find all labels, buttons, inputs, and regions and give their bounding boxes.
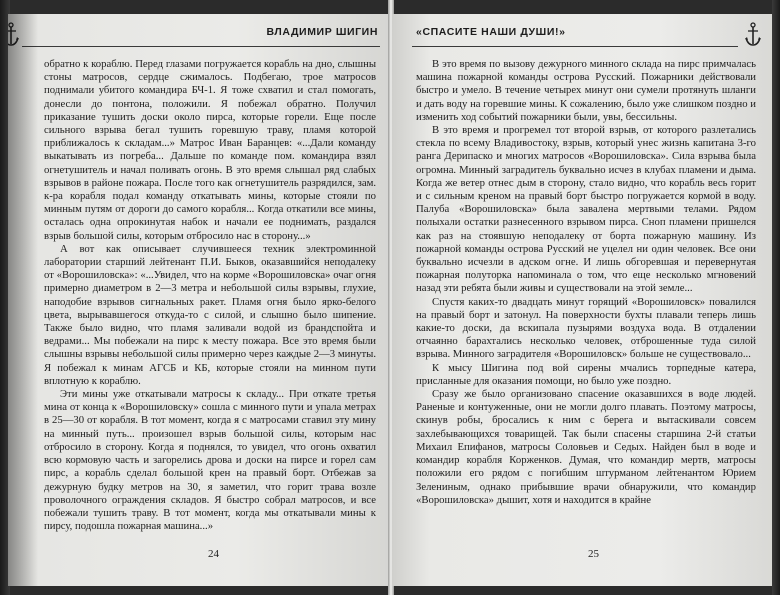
anchor-icon bbox=[744, 22, 762, 48]
right-paragraph: В это время по вызову дежурного минного склада на пирс примчалась машина пожарной команды острова Русский. Пожарники действовали быстро и умело. В течение четырех минут они сумели протянуть шланги и дать воду на горевшие мины. К сожалению, было уже слишком поздно и изменить ход событий пожарники были, увы, бессильны. bbox=[416, 58, 756, 123]
right-header-rule bbox=[412, 46, 738, 47]
right-paragraph: Спустя каких-то двадцать минут горящий «Ворошиловск» повалился на правый борт и затонул. На поверхности бухты плавали теперь лишь какие-то доски, да вскипала пузырями воздуха вода. В отдалении отчаянно барахтались несколько человек, отброшенные туда силой взрыва. Минного заградителя «Ворошиловск» больше не существовало... bbox=[416, 295, 756, 361]
right-paragraph: В это время и прогремел тот второй взрыв, от которого разлетались стекла по всему Владивостоку, взрыв, который унес жизнь капитана 3-го ранга Дерипаско и многих матросов «Ворошиловска». Сила взрыва была огромна. Минный заградитель буквально исчез в клубах пламени и дыма. Когда же ветер отнес дым в сторону, стало видно, что корабль весь горит и с сильным креном на правый борт быстро погружается кормой в воду. Палуба «Ворошиловска» была завалена мертвыми телами. Рядом полыхали остатки разнесенного взрывом пирса. Сноп пламени пришелся как раз на стоявшую неподалеку от борта пожарную машину. Из пожарной команды острова Русский не уцелел ни один человек. Все они буквально исчезли в адском огне. И лишь обгоревшая и перевернутая пожарная полуторка напоминала о том, что еще несколько мгновений назад эти ребята были живы и существовали на этой земле... bbox=[416, 124, 756, 295]
anchor-icon bbox=[8, 22, 20, 48]
left-page bbox=[8, 14, 390, 586]
left-paragraph: обратно к кораблю. Перед глазами погружается корабль на дно, слышны стоны матросов, сердце сжималось. Подбегаю, трое матросов поднимали убитого командира БЧ-1. Я тоже схватил и стал помогать, донесли до понтона, положили. Я побежал обратно. Получил приказание тушить доски около пирса, которые горели. Еще после сильного взрыва бегал тушить горевшую траву, пламя которой приближалось к складам...» Матрос Иван Баранцев: «...Дали команду выкатывать из погреба... Дальше по команде пом. командира взял огнетушитель и начал поливать огонь. В это время слышал ряд слабых взрывов в районе пожара. После того как огнетушитель разрядился, зам. к-ра корабля подал команду откатывать мины, которые стояли по минным путям от дороги до самого корабля... Когда откатили все мины, осталась одна опрокинутая набок и начали ее поднимать, раздался взрыв большой силы, которым отбросило нас в сторону...» bbox=[44, 58, 376, 242]
left-paragraph: А вот как описывает случившееся техник электроминной лаборатории старший лейтенант П.И. Быков, оказавшийся неподалеку от «Ворошиловска»: «...Увидел, что на корме «Ворошиловска» очаг огня примерно диаметром в 2—3 метра и небольшой силы взрывы, глухие, наподобие взрывов сигнальных ракет. Пламя огня было ярко-белого цвета, вырывавшегося откуда-то с силой, и слышно было шипение. Также было видно, что пламя заливали водой из брандспойта и ведрами... Мы побежали на пирс к месту пожара. Все это время были слышны взрывы небольшой силы примерно через каждые 2—3 минуты. Я побежал к минам АГСБ и КБ, которые стояли на минном пути вплотную к кораблю. bbox=[44, 242, 376, 387]
right-page-header bbox=[416, 20, 758, 44]
anchor-icon-graphic bbox=[8, 22, 20, 48]
left-page-header bbox=[48, 20, 378, 44]
right-page-body bbox=[416, 58, 756, 507]
anchor-icon-graphic bbox=[744, 22, 762, 48]
right-page bbox=[392, 14, 772, 586]
left-page-body bbox=[44, 58, 376, 533]
book-edge-right bbox=[772, 0, 780, 595]
right-page-number: 25 bbox=[588, 548, 599, 560]
right-paragraph: К мысу Шигина под вой сирены мчались торпедные катера, присланные для оказания помощи, но было уже поздно. bbox=[416, 361, 756, 387]
right-header-text: «СПАСИТЕ НАШИ ДУШИ!» bbox=[416, 26, 566, 38]
left-paragraph: Эти мины уже откатывали матросы к складу... При откате третья мина от конца к «Ворошиловску» сошла с минного пути и упала метрах в 25—30 от корабля. В тот момент, когда я с матросами ставил эту мину на минный путь... произошел взрыв большой силы, которым нас отбросило в сторону. Когда я поднялся, то увидел, что огонь охватил всю кормовую часть и загорелись дрова и доски на пирсе и горел сам пирс, а корабль сделал большой крен на правый борт. Отбежав за дежурную будку метров на 30, я заметил, что горит трава возле проволочного ограждения складов. Я быстро собрал матросов, и все побежали тушить траву. В тот момент, когда мы откатывали мины к пирсу, подошла пожарная машина...» bbox=[44, 388, 376, 533]
left-header-rule bbox=[22, 46, 380, 47]
left-page-number: 24 bbox=[208, 548, 219, 560]
right-paragraph: Сразу же было организовано спасение оказавшихся в воде людей. Раненые и контуженные, они не могли долго плавать. Поэтому матросы, скинув робы, бросались к ним с берега и вытаскивали совсем захлебывающихся товарищей. Так были спасены старшина 2-й статьи Михаил Епифанов, матросы Соловьев и Седых. Найден был в воде и командир корабля Корженков. Думая, что командир мертв, матросы положили его рядом с погибшим штурманом лейтенантом Юрием Зелениным, однако прибывшие врачи обнаружили, что командир «Ворошиловска» дышит, хотя и находится в крайне bbox=[416, 388, 756, 506]
left-header-text: ВЛАДИМИР ШИГИН bbox=[266, 26, 378, 38]
